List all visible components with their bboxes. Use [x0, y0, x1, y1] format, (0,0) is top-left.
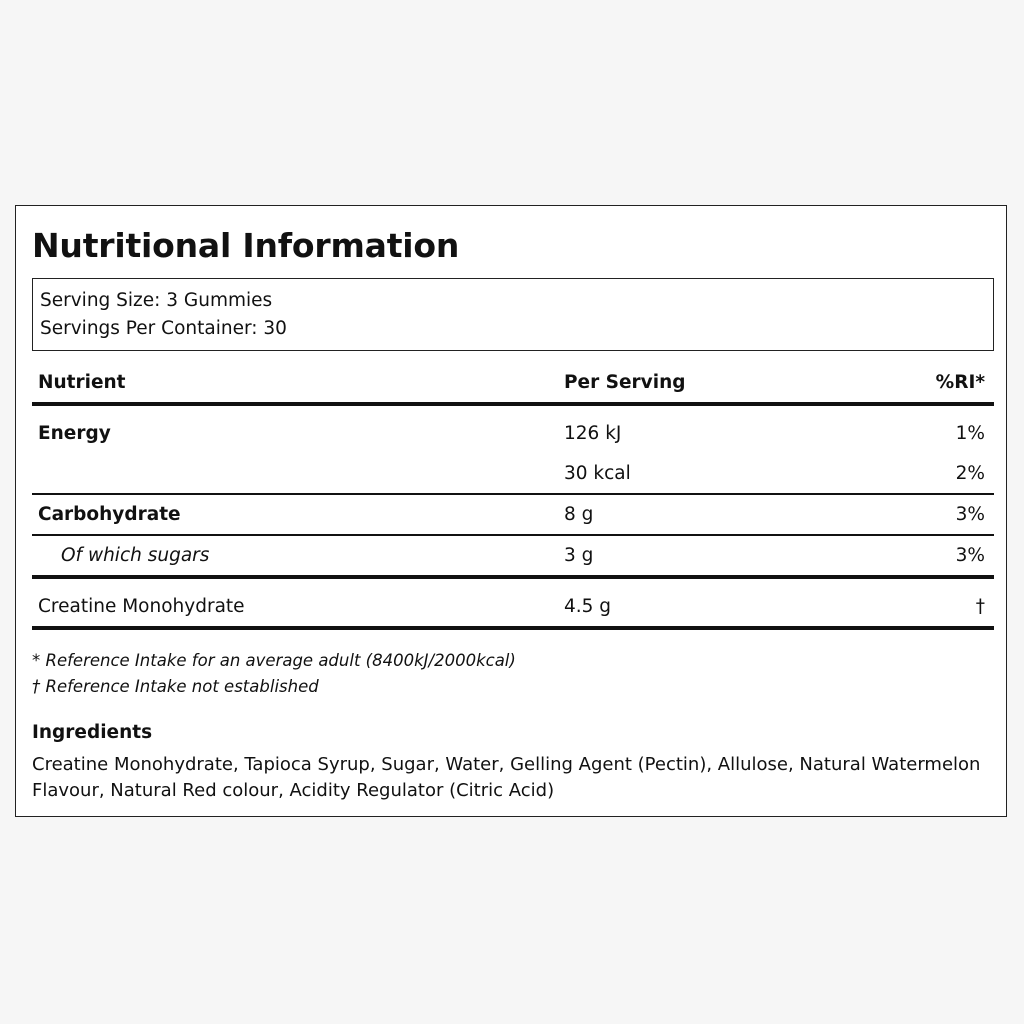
ingredients-heading: Ingredients [32, 722, 153, 743]
column-header-nutrient: Nutrient [38, 372, 126, 393]
per-serving-sugars: 3 g [564, 545, 594, 566]
ri-creatine: † [975, 596, 985, 617]
ingredients-list: Creatine Monohydrate, Tapioca Syrup, Sugar, Water, Gelling Agent (Pectin), Allulose, Natural Watermelon Flavour, Natural Red colour, Acidity Regulator (Citric Acid) [32, 754, 981, 801]
nutrition-label [15, 205, 1007, 817]
column-header-ri: %RI* [935, 372, 985, 393]
ri-carbohydrate: 3% [955, 504, 985, 525]
servings-per-container: Servings Per Container: 30 [40, 318, 287, 339]
page-title: Nutritional Information [32, 226, 460, 265]
row-divider [32, 534, 994, 536]
nutrient-name-creatine: Creatine Monohydrate [38, 596, 245, 617]
per-serving-energy-kcal: 30 kcal [564, 463, 631, 484]
ri-energy-kcal: 2% [955, 463, 985, 484]
serving-size: Serving Size: 3 Gummies [40, 290, 273, 311]
column-header-per-serving: Per Serving [564, 372, 686, 393]
table-bottom-divider [32, 626, 994, 630]
nutrient-name-sugars: Of which sugars [61, 545, 210, 566]
footnote-reference-intake: * Reference Intake for an average adult (8400kJ/2000kcal) [32, 651, 516, 670]
row-divider [32, 493, 994, 495]
ri-energy-kj: 1% [955, 423, 985, 444]
header-divider [32, 402, 994, 406]
section-divider [32, 575, 994, 579]
per-serving-carbohydrate: 8 g [564, 504, 594, 525]
serving-info-box [32, 278, 994, 351]
per-serving-creatine: 4.5 g [564, 596, 612, 617]
footnote-not-established: † Reference Intake not established [32, 677, 319, 696]
nutrient-name-carbohydrate: Carbohydrate [38, 504, 181, 525]
nutrient-name-energy: Energy [38, 423, 111, 444]
per-serving-energy-kj: 126 kJ [564, 423, 622, 444]
ri-sugars: 3% [955, 545, 985, 566]
